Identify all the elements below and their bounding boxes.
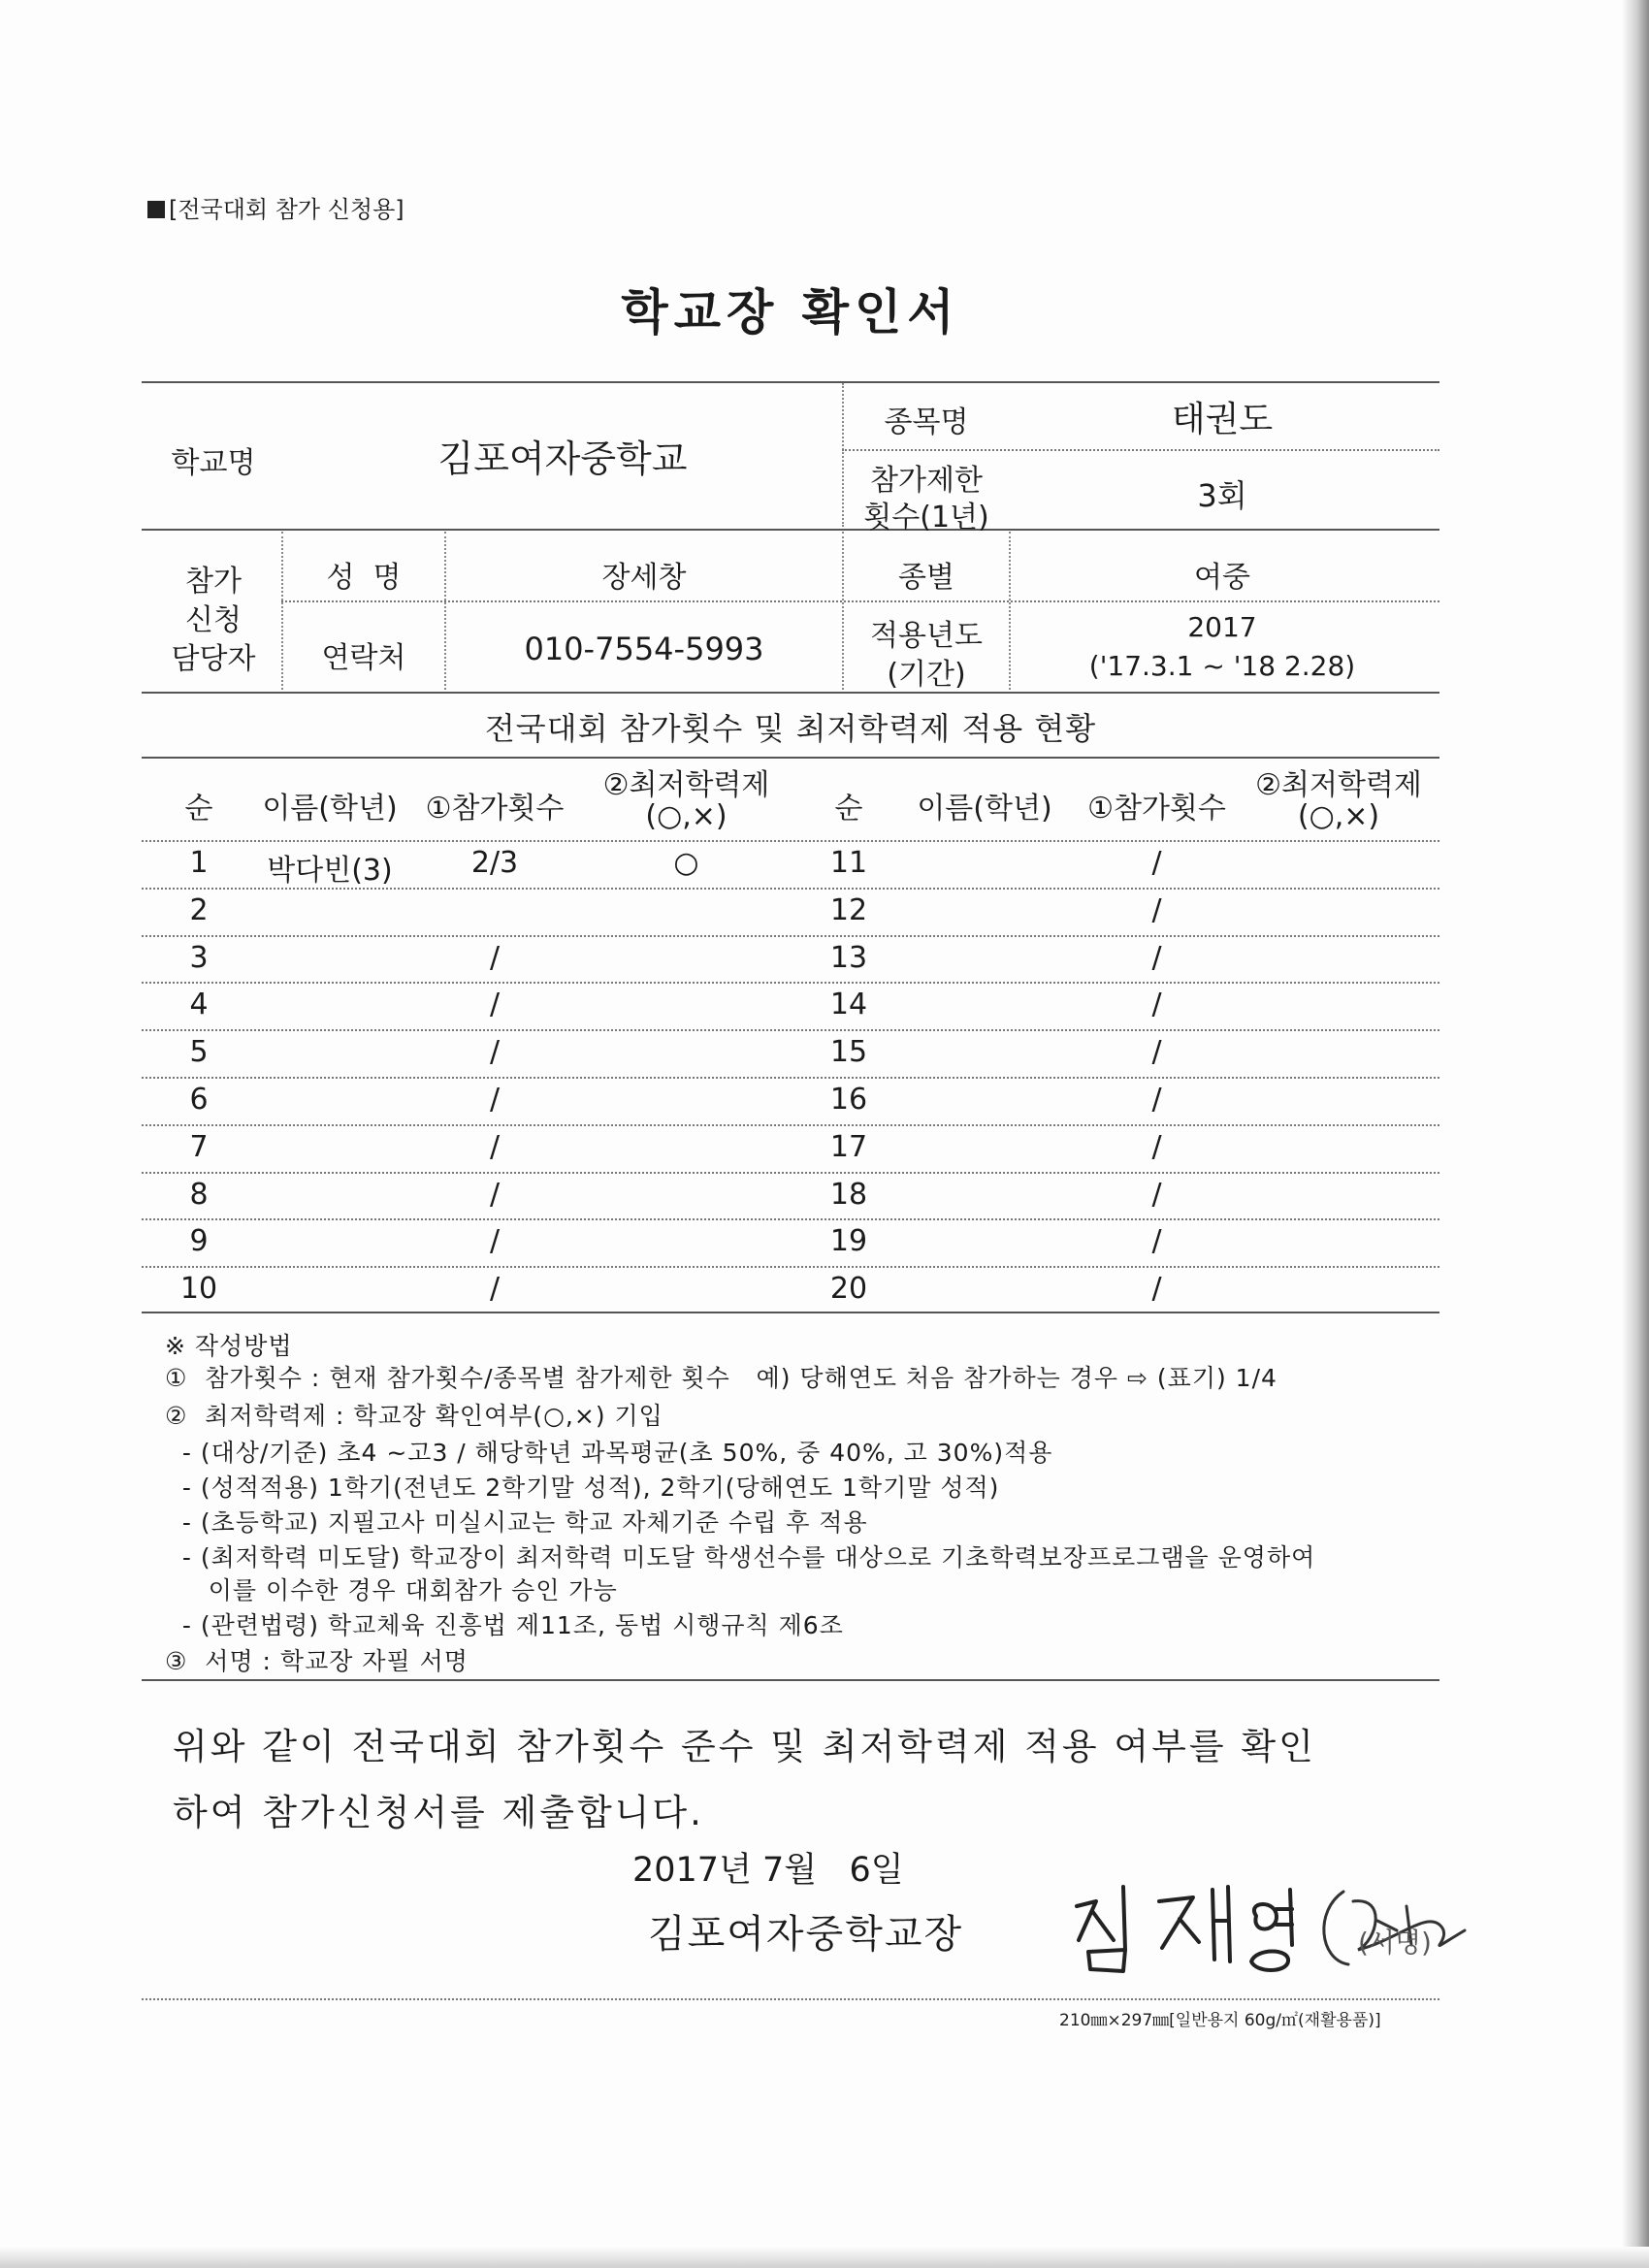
event-label: 종목명 — [884, 405, 969, 439]
instruction-line: - (초등학교) 지필고사 미실시교는 학교 자체기준 수립 후 적용 — [165, 1508, 868, 1537]
instruction-line: 이를 이수한 경우 대회참가 승인 가능 — [165, 1576, 618, 1604]
row-no: 7 — [189, 1130, 209, 1164]
page-title: 학교장 확인서 — [621, 284, 960, 340]
row-divider — [142, 1218, 1439, 1220]
row-no: 12 — [829, 893, 868, 927]
applicant-label-3: 담당자 — [171, 642, 256, 676]
year-value-2: ('17.3.1 ~ '18 2.28) — [1088, 650, 1356, 682]
header-no-right: 순 — [834, 792, 863, 826]
row-divider — [142, 1172, 1439, 1174]
row-count: / — [1151, 1130, 1162, 1164]
row-count: / — [1151, 1224, 1162, 1258]
event-value: 태권도 — [1171, 400, 1274, 439]
divider — [142, 692, 1439, 694]
row-no: 17 — [829, 1130, 868, 1164]
row-no: 18 — [829, 1178, 868, 1212]
row-academic: ○ — [673, 846, 699, 880]
principal-name: 김포여자중학교장 — [648, 1912, 964, 1957]
instruction-line: ② 최저학력제 : 학교장 확인여부(○,×) 기입 — [165, 1402, 663, 1430]
contact-value: 010-7554-5993 — [524, 631, 764, 667]
table-top-line — [142, 757, 1439, 759]
header-count-left: ①참가횟수 — [425, 792, 565, 826]
row-count: / — [489, 1083, 501, 1117]
date: 2017년 7월 6일 — [632, 1851, 904, 1890]
division-value: 여중 — [1194, 561, 1250, 595]
row-count: / — [1151, 1178, 1162, 1212]
instructions-heading: ※ 작성방법 — [165, 1332, 293, 1360]
limit-value: 3회 — [1197, 477, 1247, 514]
row-no: 20 — [829, 1272, 868, 1306]
row-count: / — [489, 1035, 501, 1069]
row-count: / — [1151, 846, 1162, 880]
row-no: 9 — [189, 1224, 209, 1258]
year-label-1: 적용년도 — [870, 619, 983, 653]
row-count: / — [1151, 941, 1162, 975]
scan-edge-bottom — [0, 2247, 1649, 2268]
statement-line-2: 하여 참가신청서를 제출합니다. — [173, 1792, 704, 1833]
limit-label-1: 참가제한 — [870, 464, 983, 498]
row-no: 15 — [829, 1035, 868, 1069]
row-no: 6 — [189, 1083, 209, 1117]
year-value-1: 2017 — [1187, 611, 1257, 643]
row-count: / — [489, 1130, 501, 1164]
year-label-2: (기간) — [887, 658, 966, 692]
row-count: / — [489, 1272, 501, 1306]
row-count: / — [1151, 1035, 1162, 1069]
header-count-right: ①참가횟수 — [1087, 792, 1226, 826]
square-bullet-icon — [147, 201, 165, 218]
name-label: 성 명 — [326, 561, 402, 595]
row-count: / — [489, 1178, 501, 1212]
row-divider — [142, 935, 1439, 937]
row-count: / — [489, 1224, 501, 1258]
scan-edge-right — [1622, 0, 1649, 2268]
header-academic-right-2: (○,×) — [1297, 799, 1380, 833]
header-name-left: 이름(학년) — [262, 792, 398, 826]
row-divider — [142, 982, 1439, 984]
row-no: 5 — [189, 1035, 209, 1069]
row-name: 박다빈(3) — [267, 854, 393, 888]
row-count: / — [489, 941, 501, 975]
divider — [142, 529, 1439, 531]
row-no: 19 — [829, 1224, 868, 1258]
name-value: 장세창 — [601, 561, 687, 595]
row-no: 4 — [189, 988, 209, 1021]
row-no: 10 — [179, 1272, 218, 1306]
row-divider — [142, 1124, 1439, 1126]
instruction-line: - (대상/기준) 초4 ~고3 / 해당학년 과목평균(초 50%, 중 40%, 고 30%)적용 — [165, 1439, 1053, 1467]
row-count: / — [1151, 1272, 1162, 1306]
instruction-line: ① 참가횟수 : 현재 참가횟수/종목별 참가제한 횟수 예) 당해연도 처음 참가하는 경우 ⇨ (표기) 1/4 — [165, 1364, 1277, 1392]
footer-paper-spec: 210㎜×297㎜[일반용지 60g/㎡(재활용품)] — [1059, 2011, 1381, 2030]
row-no: 14 — [829, 988, 868, 1021]
applicant-label-2: 신청 — [185, 603, 242, 637]
row-no: 1 — [189, 846, 209, 880]
header-academic-left-1: ②최저학력제 — [602, 768, 770, 802]
division-label: 종별 — [898, 561, 954, 595]
row-no: 8 — [189, 1178, 209, 1212]
header-academic-left-2: (○,×) — [645, 799, 728, 833]
limit-label-2: 횟수(1년) — [863, 501, 989, 535]
instruction-line: - (최저학력 미도달) 학교장이 최저학력 미도달 학생선수를 대상으로 기초학력보장프로그램을 운영하여 — [165, 1543, 1316, 1571]
school-label: 학교명 — [171, 446, 256, 480]
row-divider — [142, 1029, 1439, 1031]
row-count: / — [1151, 988, 1162, 1021]
header-name-right: 이름(학년) — [917, 792, 1052, 826]
divider — [842, 449, 1439, 451]
row-no: 3 — [189, 941, 209, 975]
form-tag: [전국대회 참가 신청용] — [147, 190, 404, 224]
instruction-line: - (관련법령) 학교체육 진흥법 제11조, 동법 시행규칙 제6조 — [165, 1611, 844, 1639]
row-count: 2/3 — [470, 846, 519, 880]
divider-instructions — [142, 1679, 1439, 1681]
header-no-left: 순 — [184, 792, 213, 826]
statement-line-1: 위와 같이 전국대회 참가횟수 준수 및 최저학력제 적용 여부를 확인 — [173, 1726, 1316, 1767]
row-count: / — [1151, 1083, 1162, 1117]
instruction-line: ③ 서명 : 학교장 자필 서명 — [165, 1647, 469, 1675]
table-bottom-line — [142, 1312, 1439, 1313]
instruction-line: - (성적적용) 1학기(전년도 2학기말 성적), 2학기(당해연도 1학기말 성적) — [165, 1474, 1000, 1502]
row-count: / — [489, 988, 501, 1021]
divider-bottom — [142, 1998, 1439, 2000]
divider — [281, 600, 1439, 602]
row-no: 16 — [829, 1083, 868, 1117]
row-divider — [142, 1266, 1439, 1268]
row-count: / — [1151, 893, 1162, 927]
row-divider — [142, 1077, 1439, 1079]
header-academic-right-1: ②최저학력제 — [1255, 768, 1422, 802]
row-no: 11 — [829, 846, 868, 880]
contact-label: 연락처 — [321, 641, 406, 675]
row-divider — [142, 888, 1439, 890]
row-no: 2 — [189, 893, 209, 927]
row-no: 13 — [829, 941, 868, 975]
signature-mark: (서명) — [1358, 1927, 1432, 1959]
school-value: 김포여자중학교 — [437, 437, 688, 480]
divider-top — [142, 381, 1439, 383]
row-divider — [142, 840, 1439, 842]
applicant-label-1: 참가 — [185, 565, 242, 599]
handwritten-signature — [1057, 1872, 1484, 1979]
table-title: 전국대회 참가횟수 및 최저학력제 적용 현황 — [484, 710, 1097, 747]
